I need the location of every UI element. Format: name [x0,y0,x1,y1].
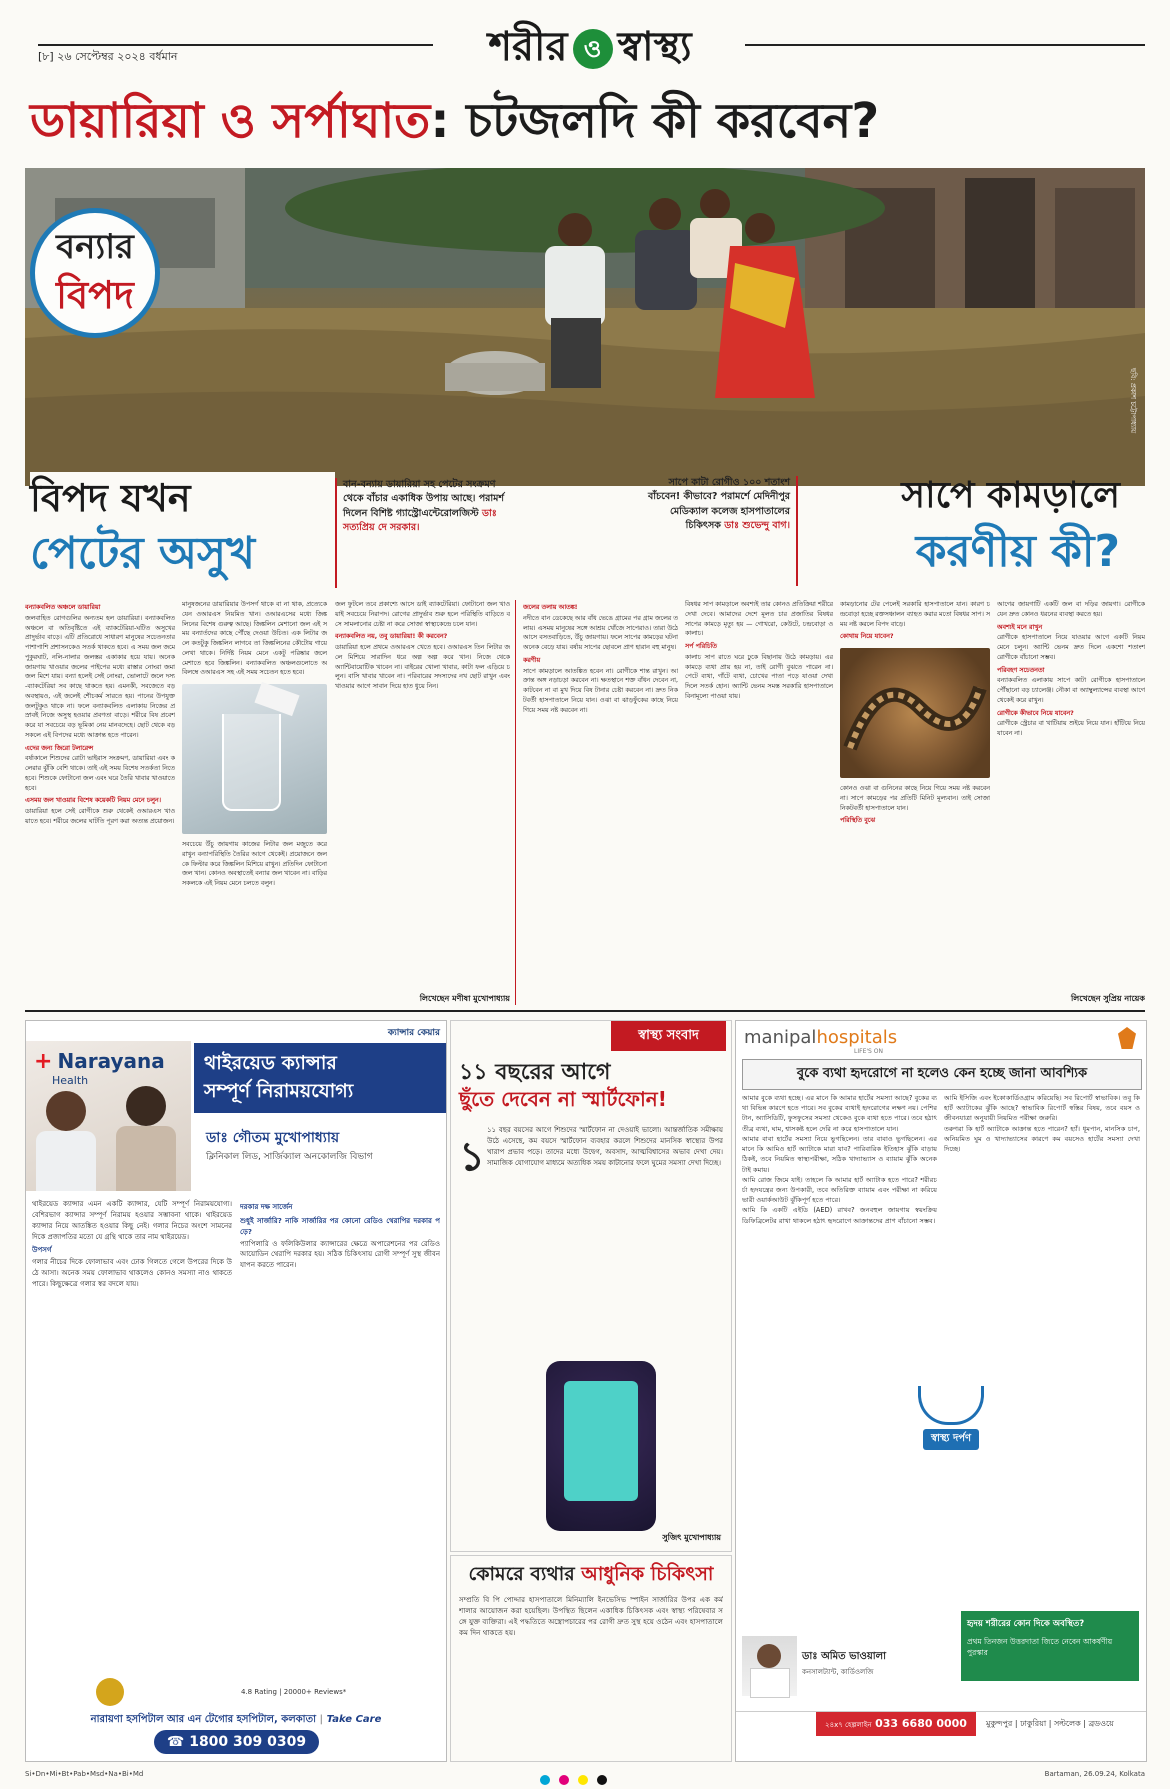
backpain-body [459,1594,723,1754]
photo-credit: ছবি: প্রকাশ চট্টোপাধ্যায় [1129,368,1137,434]
narayana-body-text-3: প্যাপিলারি ও ফলিকিউলার ক্যান্সারের ক্ষেত্রে অপারেশনের পর রেডিও আয়োডিন থেরাপি দরকার হয়। সঠিক চিকিৎসায় রোগী সম্পূর্ণ সুস্থ জীবনযাপন করতে পারেন। [240,1239,440,1270]
dropcap: ১ [459,1134,485,1180]
backpain-title [451,1560,731,1592]
health-mirror-label: স্বাস্থ্য দর্পণ [923,1429,979,1450]
smartphone-title-1: ১১ বছরের আগে [459,1060,611,1085]
manipal-green-title: হৃদয় শরীরের কোন দিকে অবস্থিত? [967,1619,1085,1629]
page-info: [৮] ২৬ সেপ্টেম্বর ২০২৪ বর্ধমান [38,50,178,63]
col7-subheading: অবশ্যই মনে রাখুন [997,623,1043,631]
manipal-brand: manipal [744,1027,817,1048]
col7-text-4: রোগীকে স্ট্রেচার বা খাটিয়ায় শুইয়ে নিয়ে যান। হাঁটিয়ে নিয়ে যাবেন না। [997,720,1145,737]
manipal-doctor-photo [742,1636,797,1696]
left-title-line2: পেটের অসুখ [30,528,255,579]
col6-text-2: কোনও ওঝা বা গুনিনের কাছে নিয়ে গিয়ে সময় নষ্ট করবেন না। সাপে কামড়ের পর প্রতিটি মিনিট মূল্যবান। তাই সোজা নিকটবর্তী হাসপাতালে যান। [840,785,990,812]
manipal-emblem-icon [1118,1027,1136,1049]
color-registration-marks [540,1770,630,1780]
article-column-6 [840,600,990,1005]
narayana-care-tag: ক্যান্সার কেয়ার [387,1028,440,1038]
col4-text: নদীতে বান ডেকেছে আর বাঁধ ভেঙে গ্রামের পর গ্রাম জলের তলায়। এসময় মানুষের সঙ্গে আশ্রয় খোঁজে সাপেরাও। তারা উঠে আসে বসতবাড়িতে, উঁচু জায়গায়। ফলে সাপের কামড়ের ঘটনা অনেক বেড়ে যায়। বর্ষায় সাপের ছোবলে প্রাণ হারান বহু মানুষ। [523,614,678,651]
manipal-doctor-title: কনসালট্যান্ট, কার্ডিওলজি [802,1668,874,1676]
manipal-doctor: ডাঃ অমিত ভাওয়ালা [802,1651,886,1662]
col7-subheading-3: রোগীকে কীভাবে নিয়ে যাবেন? [997,709,1074,717]
col6-subheading: কোথায় নিয়ে যাবেন? [840,633,894,641]
left-byline: লিখেছেন মণীষা মুখোপাধ্যায় [419,993,510,1003]
col4-subheading: করণীয় [523,656,541,664]
article-column-4 [523,600,678,1005]
col1-text-3: ডায়ারিয়া হলে সেই রোগীকে শুরু থেকেই ওআরএস খাওয়াতে হবে। শরীরে জলের ঘাটতি পূরণ করা অত্যন্ত প্রয়োজন। [25,808,175,825]
headline-part2: : চটজলদি কী করবেন? [430,93,880,149]
left-feature-title [30,472,335,592]
narayana-brand: Narayana [57,1049,165,1073]
narayana-title-2: সম্পূর্ণ নিরাময়যোগ্য [204,1080,354,1102]
snake-photo [840,648,990,778]
left-title-line1: বিপদ যখন [30,476,191,520]
phone-icon: ☎ [166,1734,185,1750]
manipal-tagline: LIFE'S ON [854,1048,883,1055]
col6-subheading-2: পরিস্থিতি বুঝে [840,817,876,825]
water-glass-photo [182,684,327,834]
manipal-title: বুকে ব্যথা হৃদরোগে না হলেও কেন হচ্ছে জানা আবশ্যিক [742,1059,1142,1090]
narayana-banner [26,1021,446,1191]
article-column-7 [997,600,1145,1005]
health-news-tag: স্বাস্থ্য সংবাদ [611,1021,726,1051]
col5-text: বিষধর সাপ কামড়ালে অবশ্যই তার কোনও প্রতিক্রিয়া শরীরে দেখা দেবে। আমাদের দেশে মূলত চার প্রজাতির বিষধর সাপের কামড়ে মৃত্যু হয় — গোখরো, কেউটে, চন্দ্রবোড়া ও কালাচ। [685,601,833,638]
backpain-body-text: সম্প্রতি বি পি পোদ্দার হাসপাতালে মিনিম্যালি ইনভেসিভ স্পাইন সার্জারির উপর এক কর্মশালার আয়োজন করা হয়েছিল। উপস্থিত ছিলেন একাধিক চিকিৎসক এবং স্বাস্থ্য পরিষেবার সঙ্গে যুক্ত ব্যক্তিরা। এই পদ্ধতিতে অস্ত্রোপচারের পর রোগী দ্রুত সুস্থ হয়ে ওঠেন এবং হাসপাতালে কম দিন থাকতে হয়। [459,1595,723,1638]
flood-photo [25,168,1145,486]
left-feature-intro [335,478,518,588]
right-byline: লিখেছেন সুপ্রিয় নায়েক [1070,993,1145,1003]
page-footer [0,1766,1170,1786]
manipal-locations: মুকুন্দপুর | ঢাকুরিয়া | সল্টলেক | ব্রডওয়ে [986,1719,1114,1728]
manipal-ad [735,1020,1147,1762]
smartphone-article [450,1020,732,1552]
manipal-col2-text-2: তরুণরা কি হার্ট অ্যাটাকে আক্রান্ত হতে পারেন? হ্যাঁ। ধূমপান, মানসিক চাপ, অনিয়মিত ঘুম ও খাদ্যাভ্যাসের কারণে কম বয়সেও হার্টের সমস্যা দেখা দিচ্ছে। [944,1124,1140,1154]
manipal-body-3: আমি রোজ জিমে যাই। তাহলে কি আমার হার্ট অ্যাটাক হতে পারে? শরীরচর্চা হৃদযন্ত্রের জন্য উপকারী, তবে অতিরিক্ত ব্যায়াম এবং পরীক্ষা না করিয়ে ভারী ওয়ার্কআউট ঝুঁকিপূর্ণ হতে পারে। [742,1175,937,1205]
narayana-doctor: ডাঃ গৌতম মুখোপাধ্যায় [206,1130,340,1146]
badge-line1: বন্যার [56,227,134,267]
narayana-brand-sub: Health [52,1074,89,1087]
col3-subheading: বন্যাকবলিত নয়, তবু ডায়ারিয়া! কী করবেন? [335,633,448,641]
narayana-hospital-line: নারায়ণা হসপিটাল আর এন টেগোর হসপিটাল, কলকাতা | Take Care [90,1714,382,1725]
manipal-body: আমার বুকে ব্যথা হচ্ছে। এর মানে কি আমার হার্টের সমস্যা আছে? বুকের ব্যথা বিভিন্ন কারণে হতে পারে। সব বুকের ব্যথাই হৃদরোগের লক্ষণ নয়। পেশির টান, অ্যাসিডিটি, ফুসফুসের সমস্যা থেকেও বুকে ব্যথা হতে পারে। তবে হঠাৎ তীব্র ব্যথা, ঘাম, শ্বাসকষ্ট হলে দেরি না করে হাসপাতালে যান। [742,1094,937,1133]
backpain-title-plain: কোমরে ব্যথার [468,1563,575,1585]
right-intro-doctor: ডাঃ শুভেন্দু বাগ। [724,519,790,531]
hotline-number: 033 6680 0000 [875,1717,967,1730]
smartphone-body-text: ১১ বছর বয়সের আগে শিশুদের স্মার্টফোন না দেওয়াই ভালো। আন্তর্জাতিক সমীক্ষায় উঠে এসেছে, কম বয়সে স্মার্টফোন ব্যবহার করলে শিশুদের মানসিক স্বাস্থ্যের উপর খারাপ প্রভাব পড়ে। তাদের মধ্যে উদ্বেগ, অবসাদ, আত্মবিশ্বাসের অভাব দেখা দেয়। সামাজিক যোগাযোগ মাধ্যমে অত্যধিক সময় কাটানোর ফলে ঘুমের সমস্যা দেখা দিচ্ছে। [487,1126,723,1167]
article-column-5 [685,600,833,1005]
smartphone-byline: সুজিৎ মুখোপাধ্যায় [662,1533,721,1542]
hotline-label: ২৪x৭ হেল্পলাইন [825,1721,872,1729]
narayana-hospital: নারায়ণা হসপিটাল আর এন টেগোর হসপিটাল, কলকাতা [90,1714,316,1725]
manipal-hotline-box[interactable] [816,1712,976,1736]
narayana-sub1: উপসর্গ [32,1246,52,1255]
manipal-logo [744,1027,897,1055]
masthead [0,0,1170,70]
manipal-brand-2: hospitals [816,1027,898,1048]
col7-text: আগের জায়গাটি একটি জল বা দড়ির জায়গা। রোগীকে যেন দ্রুত কোনও ধরনের ব্যবস্থা করতে হয়। [997,601,1145,618]
narayana-phone[interactable] [154,1730,319,1754]
article-column-1 [25,600,175,1005]
section-title [440,15,740,70]
right-intro-text: সাপে কাটা রোগীও ১০০ শতাংশ বাঁচবেন! কীভাবে? পরামর্শে মেদিনীপুর মেডিক্যাল কলেজ হাসপাতালের চিকিৎসক [647,477,790,531]
narayana-footer [26,1676,446,1761]
col4-text-2: সাপে কামড়ালে আতঙ্কিত হবেন না। রোগীকে শান্ত রাখুন। আক্রান্ত অঙ্গ নড়াচড়া করবেন না। ক্ষতস্থানে শক্ত বাঁধন দেবেন না, কাটবেন না বা মুখ দিয়ে বিষ টানার চেষ্টা করবেন না। দ্রুত নিকটবর্তী হাসপাতালে নিয়ে যান। ওঝা বা ঝাড়ফুঁকের কাছে নিয়ে গিয়ে সময় নষ্ট করবেন না। [523,667,678,714]
backpain-title-red: আধুনিক চিকিৎসা [581,1563,714,1585]
manipal-col2-text: আমি ইসিজি এবং ইকোকার্ডিওগ্রাম করিয়েছি। সব রিপোর্ট স্বাভাবিক। তবু কি হার্ট অ্যাটাকের ঝুঁকি আছে? স্বাভাবিক রিপোর্ট স্বস্তির বিষয়, তবে বয়স ও জীবনযাত্রা অনুযায়ী নিয়মিত পরীক্ষা জরুরি। [944,1094,1140,1123]
col3-text: জল ফুটলে তবে প্রকাশ্যে আসে ডাই ব্যাকটেরিয়া। ফোটানো জল খাওয়াই সবচেয়ে নিরাপদ। রোগের প্রাদুর্ভাব শুরু হলে পরিস্থিতি বাড়িতে বসে সামলানোর চেষ্টা না করে সোজা স্বাস্থ্যকেন্দ্রে চলে যান। [335,601,510,628]
col1-subheading-2: এসময় জল খাওয়ার বিশেষ কয়েকটি নিয়ম মেনে চলুন। [25,797,161,805]
section-title-mid: ও [583,34,602,63]
col1-text-2: বর্ষাকালে শিশুদের রোটা ভাইরাস সংক্রমণ, ডায়ারিয়া এবং কলেরার ঝুঁকি বেশি থাকে। তাই এই সময় বিশেষ সতর্কতা নিতে হবে। শিশুকে ফোটানো জল এবং ঘরে তৈরি খাবার খাওয়াতে হবে। [25,755,175,792]
narayana-body [32,1199,232,1669]
manipal-green-body: প্রথম তিনজন উত্তরদাতা জিতে নেবেন আকর্ষণীয় পুরস্কার [967,1637,1113,1657]
footer-left: Si•Dn•Mi•Bt•Pab•Msd•Na•Bi•Md [25,1770,144,1778]
right-title-line2: করণীয় কী? [915,526,1120,577]
manipal-body-2: আমার বাবা হার্টের সমস্যা নিয়ে ভুগছিলেন। তার বাবাও ভুগছিলেন। এর মানে কি আমিও হার্ট অ্যাটাকে মারা যাব? পারিবারিক ইতিহাস ঝুঁকি বাড়ায় ঠিকই, তবে নিয়মিত স্বাস্থ্যপরীক্ষা, সঠিক খাদ্যাভ্যাস ও ব্যায়াম ঝুঁকি অনেকটাই কমায়। [742,1134,937,1174]
footer-right: Bartaman, 26.09.24, Kolkata [1044,1770,1145,1778]
narayana-title-box [194,1043,446,1113]
narayana-body-text: থাইরয়েড ক্যান্সার এমন একটি ক্যান্সার, যেটি সম্পূর্ণ নিরাময়যোগ্য। বেশিরভাগ ক্যান্সার সম্পূর্ণ নিরাময় হওয়ার সম্ভাবনা থাকে। থাইরয়েড ক্যান্সার নিয়ে আতঙ্কিত হওয়ার কিছু নেই। গলার নিচের অংশে সামনের দিকে প্রজাপতির মতো যে গ্রন্থি থাকে তার নাম থাইরয়েড। [32,1200,232,1241]
narayana-take-care: Take Care [326,1714,382,1725]
left-intro-doctor: ডাঃ সত্যপ্রিয় দে সরকার। [343,507,497,533]
narayana-sub3: দরকার দক্ষ সার্জেন [240,1203,293,1211]
accreditation-badge-icon [96,1678,124,1706]
stethoscope-icon [918,1386,984,1425]
article-column-3 [335,600,510,1005]
smartphone-title-2: ছুঁতে দেবেন না স্মার্টফোন! [459,1087,667,1111]
main-headline [30,86,1150,156]
backpain-article [450,1555,732,1762]
article-column-2 [182,600,327,1005]
health-mirror-badge [896,1386,1006,1466]
col1-heading: বন্যাকবলিত অঞ্চলে ডায়ারিয়া [25,604,101,611]
col1-subheading: এদের জন্য জিরো টলারেন্স [25,744,94,752]
narayana-sub2: শুধুই সার্জারি? নাকি সার্জারির পর কোনো রেডিও থেরাপির দরকার পড়ে? [240,1216,440,1236]
narayana-title-1: থাইরয়েড ক্যান্সার [204,1052,337,1074]
col6-text: কামড়ানোর টের পেলেই সরকারি হাসপাতালে যান। কারণ চন্দ্রবোড়া হচ্ছে রক্তসঞ্চালন ব্যাহত করার মতো বিষধর সাপ। সময় নষ্ট করলে বিপদ বাড়ে। [840,601,990,628]
narayana-body-text-2: গলার নীচের দিকে ফোলাভাব এবং ঢোক গিলতে গেলে উপরের দিকে উঠে আসা। অনেক সময় ফোলাভাব থাকলেও কোনও সমস্যা নাও থাকতে পারে। কিছুক্ষেত্রে গলার স্বর বদলে যায়। [32,1258,232,1288]
manipal-hotline-bar[interactable] [736,1711,1146,1736]
flood-danger-badge [30,208,160,338]
right-feature-title [800,470,1120,590]
badge-line2: বিপদ [56,273,134,317]
manipal-green-box [961,1611,1139,1681]
left-intro-text: বান-বন্যায় ডায়ারিয়া সহ পেটের সংক্রমণ থেকে বাঁচার একাধিক উপায় আছে। পরামর্শ দিলেন বিশিষ্ট গ্যাস্ট্রোএন্টেরোলজিস্ট [343,479,505,519]
narayana-phone-number: 1800 309 0309 [189,1734,307,1750]
manipal-body-4: আমি কি একটি এইডি (AED) রাখব? জনবহুল জায়গায় স্বয়ংক্রিয় ডিফিব্রিলেটর রাখা থাকলে হঠাৎ হৃদরোগে আক্রান্তদের প্রাণ বাঁচানো সম্ভব। [742,1206,937,1225]
narayana-plus-icon: + [34,1049,53,1074]
col2-text: মানুষজনের ডায়ারিয়ার উপসর্গ থাকে বা না থাক, প্রত্যেকে যেন ওআরএস নিয়মিত খান। ওআরএসের মধ্যে জিঙ্কলিনের বিশেষ গুরুত্ব আছে। জিঙ্কলিন মেশানো জল এই সময় বন্যার্তদের কাছে পৌঁছে দেওয়া উচিত। এক লিটার জলে কতটুকু জিঙ্কলিন লাগবে তা জিঙ্কলিনের কৌটোয় গায়ে লেখা থাকে। নির্দিষ্ট নিয়ম মেনে একটু পরিষ্কার জলে মেশাতে হবে জিঙ্কলিন। বন্যাকবলিত অঞ্চলগুলোতে অবিলম্বে ওআরএস সহ এই সময় সচেতন হতে হবে। [182,601,327,677]
right-feature-intro [640,476,798,586]
col1-text: জলবাহিত রোগগুলির অন্যতম হল ডায়ারিয়া। বন্যাকবলিত অঞ্চলে বা অতিবৃষ্টিতে এই ব্যাকটেরিয়া-ঘটিত অসুখের প্রাদুর্ভাব বাড়ে। এটি প্রতিরোধে সাধারণ মানুষের সচেতনতার পাশাপাশি প্রশাসনকেও সতর্ক থাকতে হবে। এ সময় জল জমে পুকুরঘাট, নলি-নালার জলস্তর একাকার হয়ে যায়। অনেক জায়গায় খাওয়ার জলের পাইপের মধ্যে রাস্তার নোংরা জমা জল মিশে যায়। বন্যা হলেই সেই নোংরা, ভোলাটে জলে দস্য-ব্যাকটেরিয়া সব কাছে থাকতে হয়। এমনকী, সবজেতে বড় অবস্থায়ও, এই জলেই শৌচকর্ম সারতে হয়। পানের উপযুক্ত জলটুকুও থাকে না। ফলে বন্যাকবলিত এলাকায় নিজের প্রস্রাবই নিজে অসুস্থ হওয়ার প্রবণতা বাড়ে। শরীরে বিষ প্রবেশ করে যা সবচেয়ে বড় ভূমিকা নেয় মানবদেহে। ছোট থেকে বড় সকলে এই বিপদের মধ্যে আক্রান্ত হতে পারেন। [25,614,175,739]
rating-text: 4.8 Rating | 20000+ Reviews* [241,1688,347,1696]
col5-subheading: সর্প পরিচিতি [685,643,717,650]
smartphone-photo [546,1361,656,1531]
col5-text-2: কালাচ সাপ রাতে ঘরে ঢুকে বিছানায় উঠে কামড়ায়। এর কামড়ে ব্যথা প্রায় হয় না, তাই রোগী বুঝতে পারেন না। পেটে ব্যথা, গাঁটে ব্যথা, চোখের পাতা পড়ে যাওয়া দেখা দিলে সতর্ক হোন। অ্যান্টি ভেনম সমস্ত সরকারি হাসপাতালে বিনামূল্যে পাওয়া যায়। [685,653,833,700]
col2-text-2: সবচেয়ে উঁচু জায়গায় কাজের লিটার জল মজুতে করে রাখুন বন্যাপরিস্থিতি তৈরির আগে থেকেই। প্রয়োজনে জলকে ফিল্টার করে জিঙ্কলিন মিশিয়ে রাখুন। প্রতিদিন ফোটানো জল খান। কোনও অবস্থাতেই বন্যার জল খাবেন না। বাড়ির সকলকে এই নিয়ম মেনে চলতে বলুন। [182,841,327,887]
flood-photo-illustration [25,168,1145,486]
narayana-logo [34,1049,165,1087]
narayana-doctor-title: ক্লিনিকাল লিড, সার্জিক্যাল অনকোলজি বিভাগ [206,1152,373,1162]
right-title-line1: সাপে কামড়ালে [901,475,1120,516]
col7-subheading-2: পরিবহণ সচেতনতা [997,666,1045,674]
section-title-right: স্বাস্থ্য [617,24,692,70]
narayana-body-right [240,1199,440,1669]
col7-text-3: বন্যাকবলিত এলাকায় সাপে কাটা রোগীকে হাসপাতালে পৌঁছানো বড় চ্যালেঞ্জ। নৌকা বা অ্যাম্বুল্যান্সের ব্যবস্থা আগে থেকেই করে রাখুন। [997,677,1145,704]
col3-text-2: ডায়ারিয়া হলে প্রথমে ওআরএস খেতে হবে। ওআরএস তিন লিটার জলে মিশিয়ে সারাদিন ধরে অল্প অল্প করে খান। নিজে থেকে অ্যান্টিবায়োটিক খাবেন না। বাইরের খোলা খাবার, কাটা ফল এড়িয়ে চলুন। বাসি খাবার খাবেন না। পরিবারের সদস্যদের নখ ছোট রাখুন এবং খাওয়ার আগে সাবান দিয়ে হাত ধুয়ে নিন। [335,644,510,690]
headline-part1: ডায়ারিয়া ও সর্পাঘাত [30,93,431,149]
section-title-left: শরীর [488,24,568,70]
caduceus-icon [573,29,613,69]
col7-text-2: রোগীকে হাসপাতালে নিয়ে যাওয়ার আগে একটি নিয়ম মেনে চলুন। অ্যান্টি ভেনম দ্রুত দিলে একশো শতাংশ রোগীকে বাঁচানো সম্ভব। [997,634,1145,661]
col4-heading: জলের তলায় আতঙ্ক! [523,604,578,611]
manipal-col-2 [944,1093,1140,1403]
narayana-ad [25,1020,447,1762]
